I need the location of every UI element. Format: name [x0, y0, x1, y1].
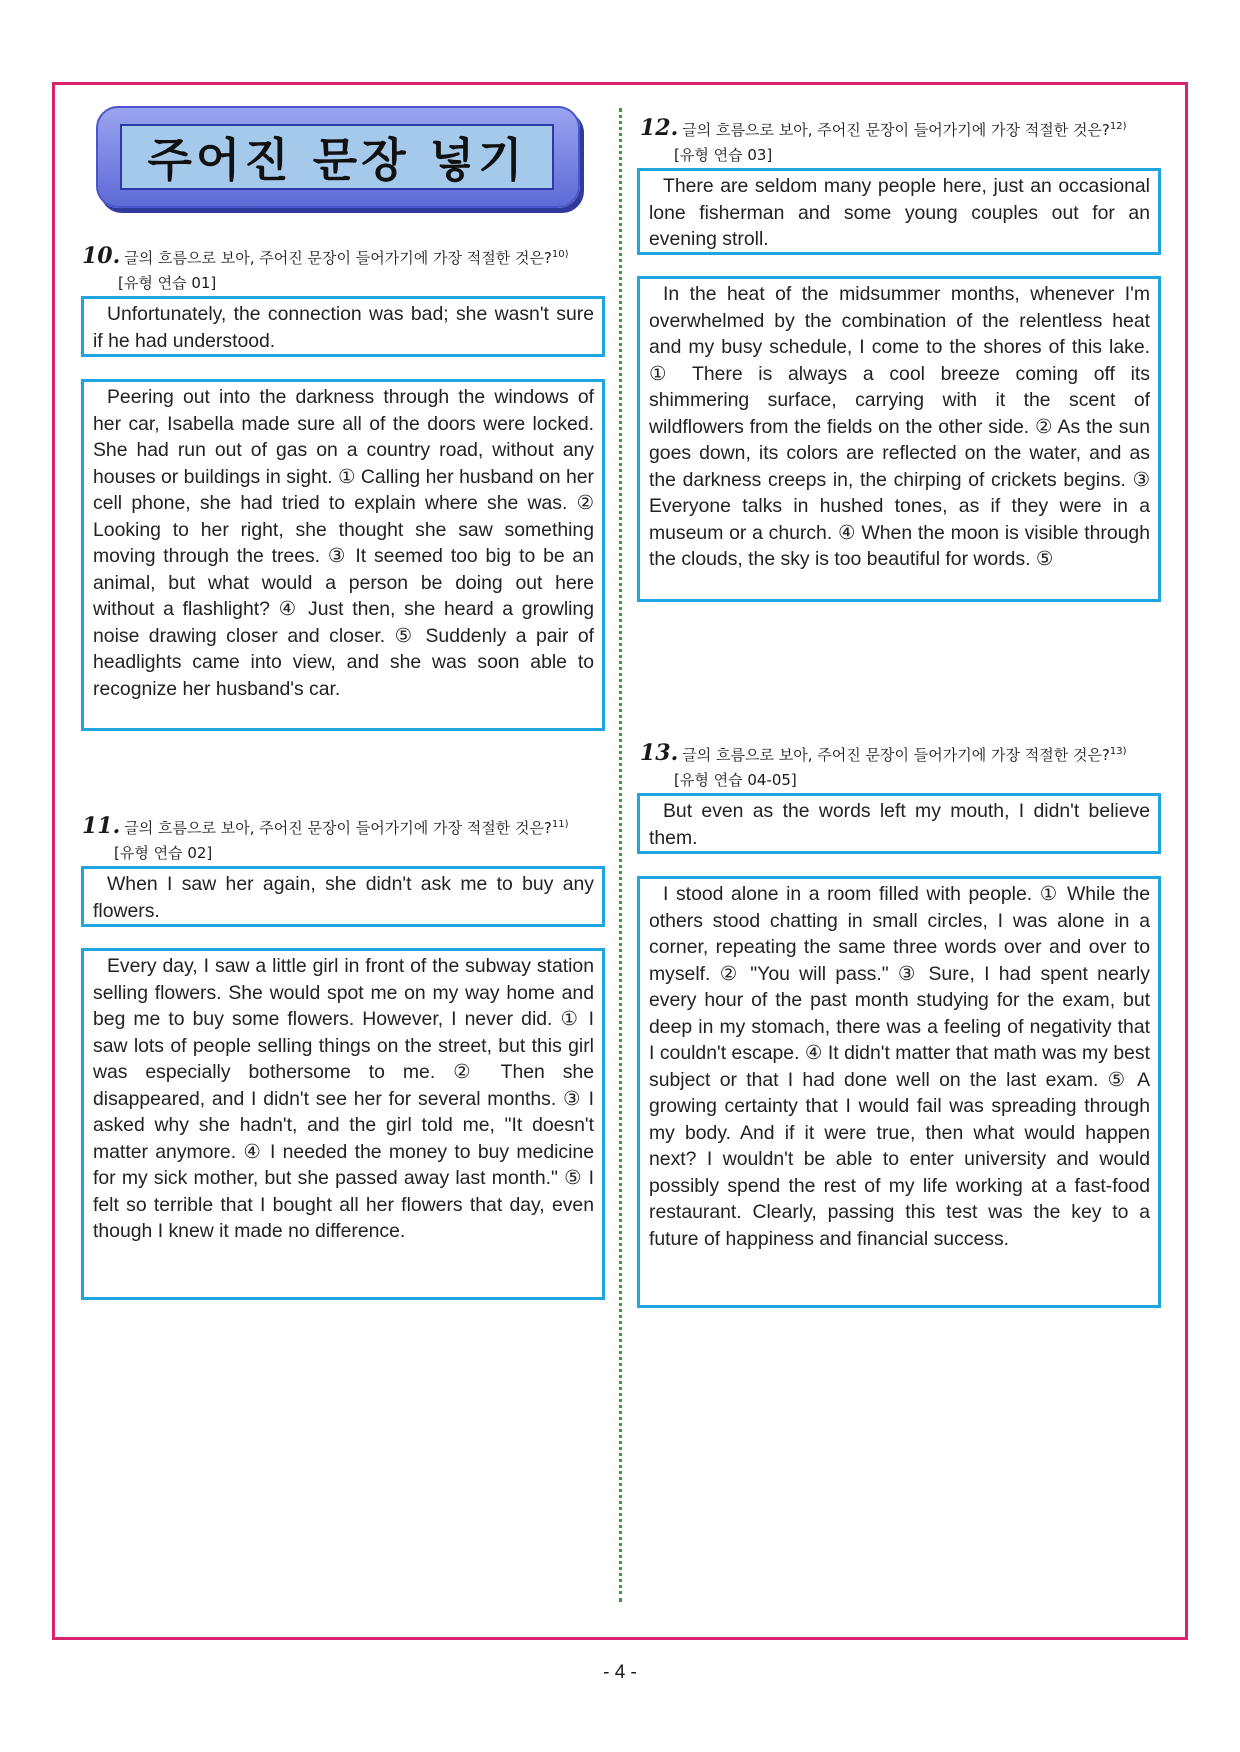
question-number: 12. [640, 115, 679, 141]
section-title-banner [96, 106, 580, 208]
question-13-header [640, 741, 1127, 766]
question-12-passage [637, 276, 1161, 602]
question-12-given-sentence [637, 168, 1161, 255]
question-12-header [640, 116, 1127, 141]
column-divider [619, 108, 622, 1602]
footnote-marker: 10) [551, 249, 569, 260]
question-10-given-sentence [81, 296, 605, 357]
question-11-header [82, 814, 569, 839]
question-13-given-sentence [637, 793, 1161, 854]
given-sentence-text: But even as the words left my mouth, I didn't believe them. [649, 800, 1150, 849]
question-number: 13. [640, 740, 679, 766]
question-prompt: 글의 흐름으로 보아, 주어진 문장이 들어가기에 가장 적절한 것은? [682, 121, 1110, 139]
passage-text: I stood alone in a room filled with people. ① While the others stood chatting in small circles, I was alone in a corner, repeating the same three words over and over to myself. ② "You will pass." ③ Sure, I had spent nearly every hour of the past month studying for the exam, but deep in my stomach, there was a feeling of negativity that I couldn't escape. ④ It didn't matter that math was my best subject or that I had done well on the last exam. ⑤ A growing certainty that I would fail was spreading through my body. And if it were true, then what would happen next? I wouldn't be able to enter university and would possibly spend the rest of my life working at a fast-food restaurant. Clearly, passing this test was the key to a future of happiness and financial success. [649, 883, 1150, 1250]
given-sentence-text: When I saw her again, she didn't ask me to buy any flowers. [93, 873, 594, 922]
question-11-passage [81, 948, 605, 1300]
question-12-source: [유형 연습 03] [674, 146, 773, 164]
question-13-passage [637, 876, 1161, 1308]
given-sentence-text: There are seldom many people here, just an occasional lone fisherman and some young couples out for an evening stroll. [649, 175, 1150, 250]
question-number: 11. [82, 813, 121, 839]
question-11-given-sentence [81, 866, 605, 927]
question-prompt: 글의 흐름으로 보아, 주어진 문장이 들어가기에 가장 적절한 것은? [124, 249, 552, 267]
given-sentence-text: Unfortunately, the connection was bad; she wasn't sure if he had understood. [93, 303, 594, 352]
passage-text: Every day, I saw a little girl in front of the subway station selling flowers. She would spot me on my way home and beg me to buy some flowers. However, I never did. ① I saw lots of people selling things on the street, but this girl was especially bothersome to me. ② Then she disappeared, and I didn't see her for several months. ③ I asked why she hadn't, and the girl told me, "It doesn't matter anymore. ④ I needed the money to buy medicine for my sick mother, but she passed away last month." ⑤ I felt so terrible that I bought all her flowers that day, even though I knew it made no difference. [93, 955, 594, 1242]
question-13-source: [유형 연습 04-05] [674, 771, 797, 789]
page-number: - 4 - [603, 1662, 637, 1683]
question-number: 10. [82, 243, 121, 269]
question-prompt: 글의 흐름으로 보아, 주어진 문장이 들어가기에 가장 적절한 것은? [682, 746, 1110, 764]
question-10-header [82, 244, 569, 269]
question-prompt: 글의 흐름으로 보아, 주어진 문장이 들어가기에 가장 적절한 것은? [124, 819, 552, 837]
section-title: 주어진 문장 넣기 [120, 124, 554, 190]
passage-text: Peering out into the darkness through the windows of her car, Isabella made sure all of the doors were locked. She had run out of gas on a country road, without any houses or buildings in sight. ① Calling her husband on her cell phone, she had tried to explain where she was. ② Looking to her right, she thought she saw something moving through the trees. ③ It seemed too big to be an animal, but what would a person be doing out here without a flashlight? ④ Just then, she heard a growling noise drawing closer and closer. ⑤ Suddenly a pair of headlights came into view, and she was soon able to recognize her husband's car. [93, 386, 594, 700]
footnote-marker: 11) [551, 819, 569, 830]
question-10-passage [81, 379, 605, 731]
footnote-marker: 13) [1109, 746, 1127, 757]
passage-text: In the heat of the midsummer months, whenever I'm overwhelmed by the combination of the relentless heat and my busy schedule, I come to the shores of this lake. ① There is always a cool breeze coming off its shimmering surface, carrying with it the scent of wildflowers from the fields on the other side. ② As the sun goes down, its colors are reflected on the water, and as the darkness creeps in, the chirping of crickets begins. ③ Everyone talks in hushed tones, as if they were in a museum or a church. ④ When the moon is visible through the clouds, the sky is too beautiful for words. ⑤ [649, 283, 1150, 570]
question-10-source: [유형 연습 01] [118, 274, 217, 292]
footnote-marker: 12) [1109, 121, 1127, 132]
question-11-source: [유형 연습 02] [114, 844, 213, 862]
